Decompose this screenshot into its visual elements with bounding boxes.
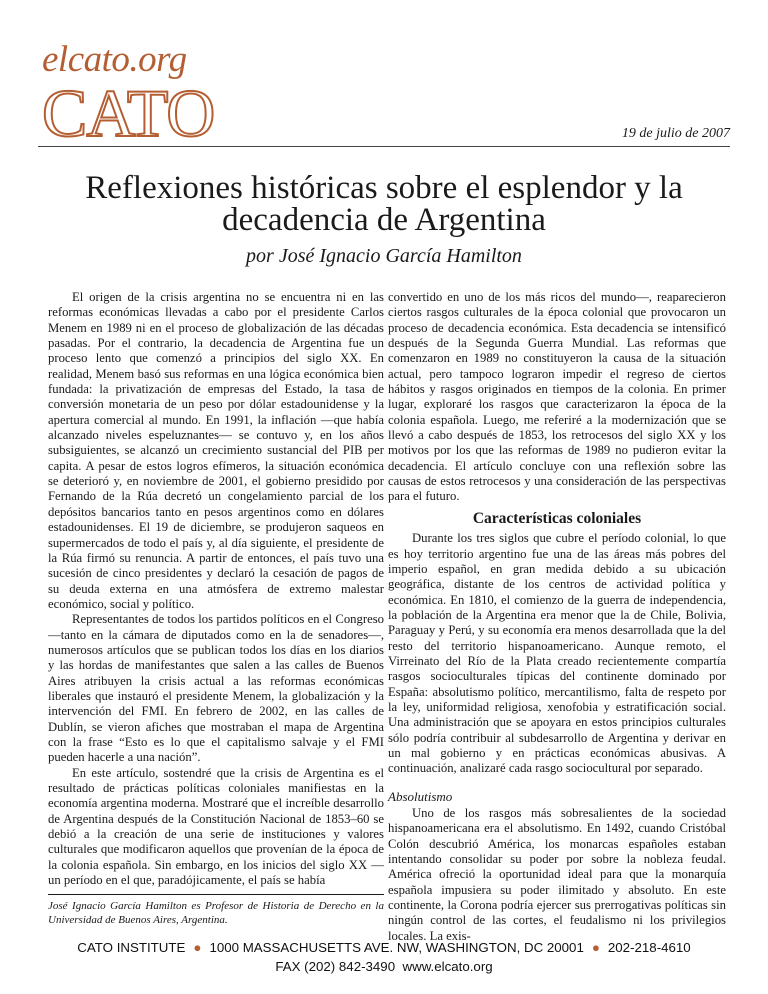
footer-website-link[interactable]: www.elcato.org xyxy=(402,959,493,974)
footer-address: 1000 MASSACHUSETTS AVE. NW, WASHINGTON, DC 20001 xyxy=(209,940,584,955)
body-paragraph: En este artículo, sostendré que la crisis de Argentina es el resultado de prácticas políticas coloniales manifiestas en la economía argentina moderna. Mostraré que el increíble desarrollo de Argentina después de la Constitución Nacional de 1853–60 se debió a la creación de una serie de instituciones y valores culturales que modificaron aquellos que provenían de la época de la colonia española. Sin embargo, en los inicios del siglo XX —un período en el que, paradójicamente, el país se había xyxy=(48,765,384,888)
footer-phone: 202-218-4610 xyxy=(607,940,691,955)
body-paragraph: Durante los tres siglos que cubre el período colonial, lo que es hoy territorio argentino fue una de las áreas más pobres del imperio español, en gran medida debido a su ubicación geográfica, distante de los centros de actividad política y económica. En 1810, el comienzo de la guerra de independencia, la población de la Argentina era menor que la de Chile, Bolivia, Paraguay y Perú, y su economía era menos desarrollada que la del resto del territorio hispanoamericano. Aunque remoto, el Virreinato del Río de la Plata creado recientemente compartía rasgos socioculturales típicas del continente dominado por España: absolutismo político, mercantilismo, falta de respeto por la ley, uniformidad religiosa, xenofobia y estratificación social. Una administración que se apoyara en estos principios culturales sólo podría contribuir al subdesarrollo de Argentina y derivar en un mal gobierno y en prácticas económicas abusivas. A continuación, analizaré cada rasgo sociocultural por separado. xyxy=(388,531,726,776)
footer-line-2 xyxy=(0,957,768,976)
subsection-heading: Absolutismo xyxy=(388,788,453,804)
cato-logo xyxy=(42,39,215,151)
body-paragraph: El origen de la crisis argentina no se encuentra ni en las reformas económicas llevadas a cabo por el presidente Carlos Menem en 1989 ni en el proceso de globalización de las décadas pasadas. Por el contrario, la decadencia de Argentina fue un proceso lento que comenzó a principios del siglo XX. En realidad, Menem basó sus reformas en una lógica económica bien fundada: la privatización de empresas del Estado, la tasa de conversión monetaria de un peso por dólar estadounidense y la apertura comercial al mundo. En 1991, la inflación —que había alcanzado niveles espeluznantes— se contuvo y, en los años subsiguientes, se alcanzó un crecimiento sustancial del PIB per capita. A pesar de estos logros efímeros, la situación económica se deterioró y, en noviembre de 2001, el gobierno presidido por Fernando de la Rúa decretó un congelamiento parcial de los depósitos bancarios tanto en pesos argentinos como en dólares estadounidenses. El 19 de diciembre, se produjeron saqueos en supermercados de todo el país y, al día siguiente, el presidente de la Rúa firmó su renuncia. A partir de entonces, el país tuvo una sucesión de cinco presidentes y declaró la cesación de pagos de su deuda externa en una atmósfera de extremo malestar económico, social y político. xyxy=(48,290,384,611)
bullet-icon: ● xyxy=(193,940,202,955)
footer-fax: FAX (202) 842-3490 xyxy=(275,959,396,974)
right-column xyxy=(388,290,726,944)
left-column xyxy=(48,290,384,927)
header-divider xyxy=(38,146,730,147)
logo-wordmark: CATO xyxy=(42,75,215,151)
body-paragraph: convertido en uno de los más ricos del mundo—, reaparecieron ciertos rasgos culturales de la época colonial que provocaron un proceso de decadencia económica. Esta decadencia se intensificó después de la Segunda Guerra Mundial. Las reformas que comenzaron en 1989 no constituyeron la causa de la situación actual, pero tampoco lograron impedir el regreso de ciertos hábitos y rasgos originados en tiempos de la colonia. En primer lugar, exploraré los rasgos que caracterizaron la época de la colonia española. Luego, me referiré a la modernización que se llevó a cabo después de 1853, los retrocesos del siglo XX y los motivos por los que las reformas de 1989 no pudieron evitar la decadencia. El artículo concluye con una reflexión sobre las causas de estos retrocesos y una consideración de las perspectivas para el futuro. xyxy=(388,290,726,504)
author-note: José Ignacio García Hamilton es Profesor de Historia de Derecho en la Universidad de Buenos Aires, Argentina. xyxy=(48,900,384,927)
body-paragraph: Representantes de todos los partidos políticos en el Congreso —tanto en la cámara de diputados como en la de senadores—, numerosos artículos que se publican todos los días en los diarios y las hordas de manifestantes que salen a las calles de Buenos Aires atribuyen la crisis actual a las reformas económicas liberales que instauró el presidente Menem, la globalización y la intervención del FMI. En febrero de 2002, en las calles de Dublín, se vieron afiches que mostraban el mapa de Argentina con la frase “Esto es lo que el capitalismo salvaje y el FMI pueden hacerle a una nación”. xyxy=(48,612,384,765)
bullet-icon: ● xyxy=(591,940,600,955)
footnote-divider xyxy=(48,894,384,895)
section-heading: Características coloniales xyxy=(472,509,642,527)
article-title: Reflexiones históricas sobre el esplendor y la decadencia de Argentina xyxy=(85,170,683,238)
body-paragraph: Uno de los rasgos más sobresalientes de la sociedad hispanoamericana era el absolutismo. En 1492, cuando Cristóbal Colón descubrió América, los monarcas españoles estaban intentando consolidar su poder por sobre la nobleza feudal. América ofreció la oportunidad ideal para que la monarquía española impusiera su poder ilimitado y absoluto. En este continente, la Corona podría ejercer sus prerrogativas políticas sin ningún control de las cortes, el feudalismo ni los privilegios locales. La exis- xyxy=(388,806,726,943)
publication-date: 19 de julio de 2007 xyxy=(621,126,730,141)
footer-line-1 xyxy=(0,938,768,957)
logo-url-text: elcato.org xyxy=(42,39,187,80)
page-footer xyxy=(0,938,768,976)
footer-institute: CATO INSTITUTE xyxy=(77,940,186,955)
article-byline: por José Ignacio García Hamilton xyxy=(246,245,522,267)
